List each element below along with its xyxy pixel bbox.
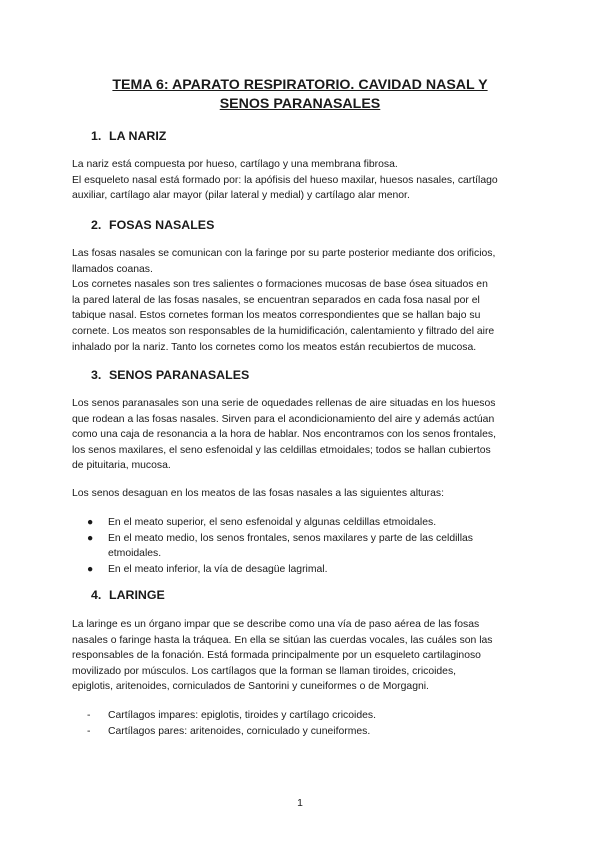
document-title-line: TEMA 6: APARATO RESPIRATORIO. CAVIDAD NASAL Y [112, 77, 488, 93]
paragraph [72, 486, 532, 502]
dash-marker: - [87, 725, 91, 737]
paragraph [72, 617, 532, 695]
text-line: En el meato medio, los senos frontales, senos maxilares y parte de las celdillas [108, 532, 474, 544]
text-line: En el meato inferior, la vía de desagüe lagrimal. [108, 563, 328, 575]
text-line: que rodean a las fosas nasales. Sirven para el acondicionamiento del aire y además actúan [72, 413, 495, 425]
section-heading-la-nariz [91, 128, 166, 144]
list-item [72, 531, 473, 562]
bullet-marker: ● [87, 563, 94, 575]
document-title-line: SENOS PARANASALES [219, 96, 381, 112]
paragraph [72, 246, 532, 355]
section-title: LA NARIZ [109, 129, 167, 143]
text-line: de pituitaria, mucosa. [72, 460, 171, 472]
text-line: Cartílagos impares: epiglotis, tiroides y cartílago cricoides. [108, 710, 376, 721]
dash-list [72, 708, 376, 739]
section-title: SENOS PARANASALES [109, 368, 250, 382]
list-item [72, 515, 473, 531]
text-line: los senos maxilares, el seno esfenoidal y las celdillas etmoidales; todos se hallan cubiertos [72, 444, 491, 456]
text-line: cornete. Los meatos son responsables de la humidificación, calentamiento y filtrado del aire [72, 325, 495, 337]
section-number: 3. [91, 368, 102, 382]
text-line: nasales o faringe hasta la tráquea. En ella se sitúan las cuerdas vocales, las cuáles son las [72, 634, 493, 646]
section-heading-fosas-nasales [91, 217, 214, 233]
text-line: movilizado por músculos. Los cartílagos que la forman se llaman tiroides, cricoides, [72, 665, 457, 677]
text-line: responsables de la fonación. Está formada principalmente por un esqueleto cartilaginoso [72, 650, 481, 662]
bullet-marker: ● [87, 517, 94, 528]
text-line: como una caja de resonancia a la hora de hablar. Nos encontramos con los senos frontales, [72, 429, 496, 441]
text-line: El esqueleto nasal está formado por: la apófisis del hueso maxilar, huesos nasales, cartílago [72, 174, 498, 186]
section-title: FOSAS NASALES [109, 218, 215, 232]
section-heading-laringe [91, 587, 165, 603]
text-line: En el meato superior, el seno esfenoidal y algunas celdillas etmoidales. [108, 517, 437, 528]
page-number: 1 [297, 798, 303, 809]
text-line: etmoidales. [108, 548, 162, 560]
list-item [72, 562, 473, 578]
dash-marker: - [87, 710, 91, 721]
text-line: llamados coanas. [72, 263, 153, 275]
text-line: La laringe es un órgano impar que se describe como una vía de paso aérea de las fosas [72, 619, 480, 630]
section-number: 1. [91, 129, 102, 143]
text-line: epiglotis, aritenoides, corniculados de Santorini y cuneiformes o de Morgagni. [72, 681, 429, 693]
text-line: la pared lateral de las fosas nasales, se encuentran separados en cada fosa nasal por el [72, 294, 480, 306]
text-line: Los senos desaguan en los meatos de las fosas nasales a las siguientes alturas: [72, 488, 444, 499]
paragraph [72, 396, 532, 474]
text-line: Los senos paranasales son una serie de oquedades rellenas de aire situadas en los huesos [72, 398, 496, 409]
bullet-marker: ● [87, 532, 94, 544]
section-number: 4. [91, 588, 102, 602]
text-line: Las fosas nasales se comunican con la faringe por su parte posterior mediante dos orificios, [72, 248, 496, 259]
section-heading-senos-paranasales [91, 367, 249, 383]
list-item [72, 708, 376, 724]
text-line: Los cornetes nasales son tres salientes o formaciones mucosas de base ósea situados en [72, 279, 488, 291]
text-line: tabique nasal. Estos cornetes forman los meatos correspondientes que se hallan bajo su [72, 310, 481, 322]
list-item [72, 724, 376, 740]
section-title: LARINGE [109, 588, 165, 602]
document-title [72, 76, 528, 114]
text-line: inhalado por la nariz. Tanto los cornetes como los meatos están recubiertos de mucosa. [72, 341, 477, 353]
paragraph [72, 157, 532, 204]
section-number: 2. [91, 218, 102, 232]
text-line: auxiliar, cartílago alar mayor (pilar lateral y medial) y cartílago alar menor. [72, 190, 410, 202]
text-line: Cartílagos pares: aritenoides, corniculado y cuneiformes. [108, 725, 371, 737]
bullet-list [72, 515, 473, 577]
text-line: La nariz está compuesta por hueso, cartílago y una membrana fibrosa. [72, 159, 398, 170]
